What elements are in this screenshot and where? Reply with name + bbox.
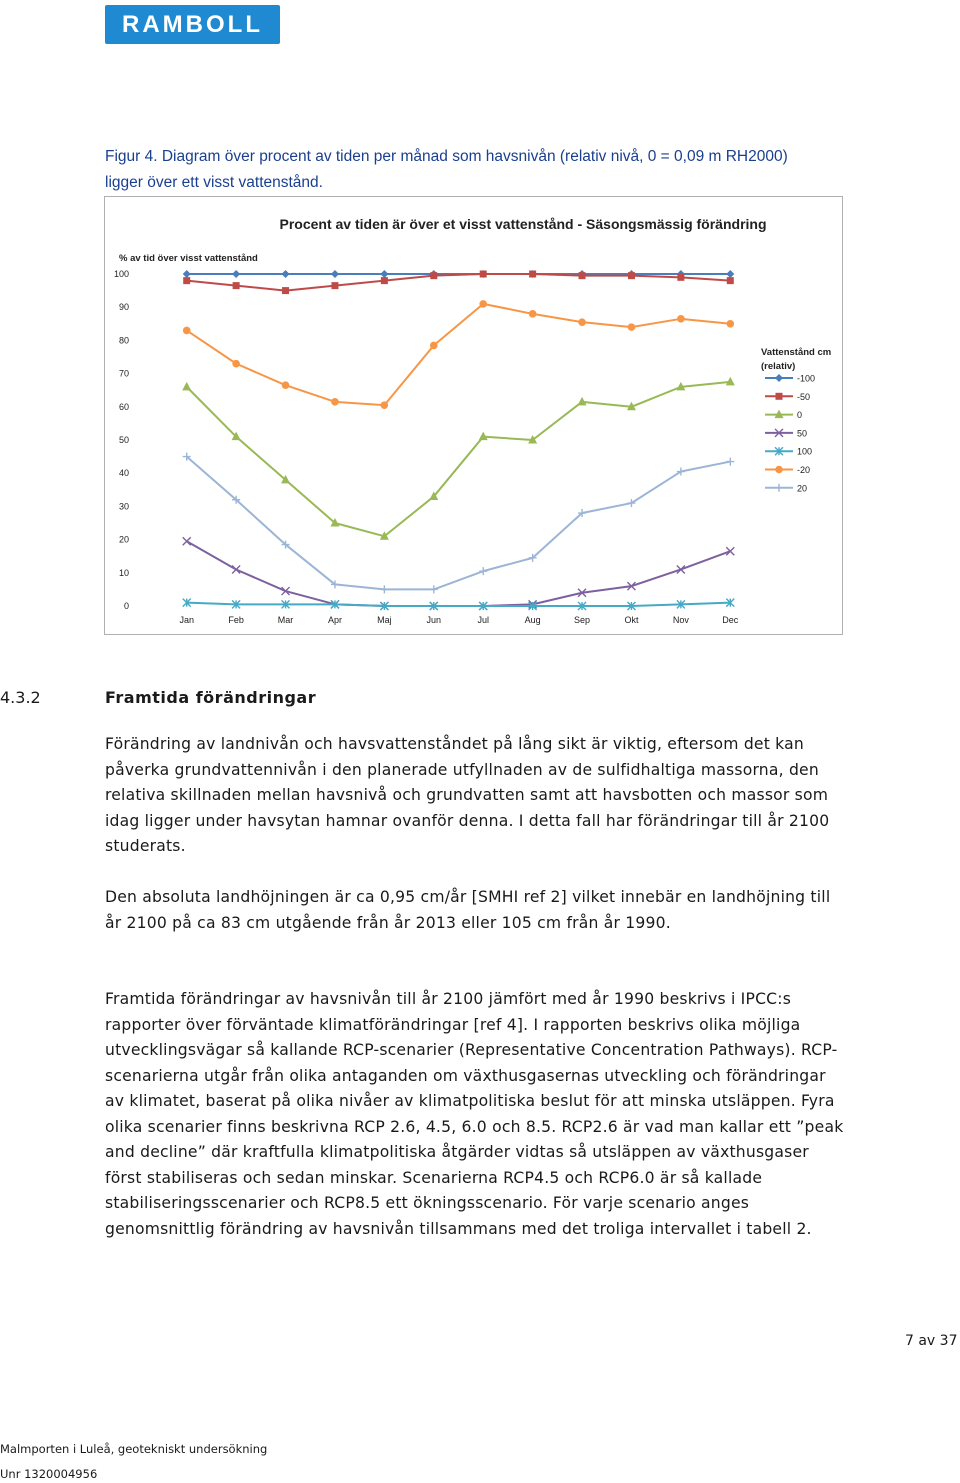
data-point	[430, 342, 438, 350]
x-tick-label: Jul	[477, 615, 489, 625]
data-point	[381, 401, 389, 409]
series-line	[187, 304, 731, 405]
legend-label: -50	[797, 391, 811, 402]
legend-item	[765, 410, 802, 421]
data-point	[529, 310, 537, 318]
x-tick-label: Feb	[228, 615, 244, 625]
series-line	[187, 382, 731, 536]
paragraph-3: Framtida förändringar av havsnivån till år 2100 jämfört med år 1990 beskrivs i IPCC:s rapporter över förväntade klimatförändringar [ref 4]. I rapporten beskrivs olika möjliga utvecklingsvägar så kallande RCP-scenarier (Representative Concentration Pathways). RCP-scenarierna utgår från olika antaganden om växthusgasernas utveckling och förändringar av klimatet, baserat på olika nivåer av klimatpolitiska beslut för att minska utsläppen. Fyra olika scenarier finns beskrivna RCP 2.6, 4.5, 6.0 och 8.5. RCP2.6 är vad man kallar ett ”peak and decline” där kraftfulla klimatpolitiska åtgärder vidtas så utsläppen av växthusgaser först stabiliseras och sedan minskar. Scenarierna RCP4.5 och RCP6.0 är så kallade stabiliseringsscenarier och RCP8.5 ett ökningsscenario. För varje scenario anges genomsnittlig förändring av havsnivån tillsammans med det troliga intervallet i tabell 2.	[105, 990, 844, 1238]
x-tick-label: Apr	[327, 615, 342, 625]
series-6	[183, 453, 735, 594]
data-point	[628, 272, 635, 279]
data-point	[183, 270, 191, 278]
x-tick-label: Aug	[524, 615, 541, 625]
data-point	[578, 318, 586, 326]
data-point	[430, 272, 437, 279]
paragraph-2: Den absoluta landhöjningen är ca 0,95 cm/år [SMHI ref 2] vilket innebär en landhöjning till år 2100 på ca 83 cm utgående från år 2013 eller 105 cm från år 1990.	[105, 888, 831, 932]
series-4	[183, 599, 735, 610]
legend-marker	[776, 393, 783, 400]
data-point	[479, 567, 487, 575]
x-tick-label: Sep	[574, 615, 591, 625]
legend-item	[765, 392, 810, 402]
y-tick-label: 60	[118, 401, 129, 412]
series-line	[187, 274, 731, 291]
y-tick-label: 10	[118, 567, 129, 578]
data-point	[430, 585, 438, 593]
logo-text: RAMBOLL	[122, 11, 263, 38]
data-point	[282, 287, 289, 294]
data-point	[182, 382, 191, 391]
data-point	[232, 565, 240, 573]
data-point	[578, 397, 587, 406]
data-point	[726, 270, 734, 278]
data-point	[380, 585, 388, 593]
series-line	[187, 457, 731, 590]
y-axis-label: % av tid över visst vattenstånd	[119, 253, 258, 264]
y-tick-label: 70	[118, 368, 129, 379]
section-number: 4.3.2	[0, 688, 41, 707]
data-point	[331, 282, 338, 289]
data-point	[677, 274, 684, 281]
page-number: 7 av 37	[905, 1333, 958, 1349]
data-point	[232, 360, 240, 368]
legend-item	[765, 428, 807, 438]
paragraph-1: Förändring av landnivån och havsvattenståndet på lång sikt är viktig, eftersom det kan påverka grundvattennivån i den planerade utfyllnaden av de sulfidhaltiga massorna, den relativa skillnaden mellan havsnivå och grundvatten samt att havsbotten och massor som idag ligger under havsytan hamnar ovanför denna. I detta fall har förändringar till år 2100 studerats.	[105, 735, 830, 855]
data-point	[233, 282, 240, 289]
figure-caption: Figur 4. Diagram över procent av tiden per månad som havsnivån (relativ nivå, 0 = 0,09 m RH2000) ligger över ett visst vattenstånd.	[105, 148, 788, 191]
section-title: Framtida förändringar	[105, 688, 317, 707]
footer-project: Malmporten i Luleå, geotekniskt undersökning	[0, 1442, 268, 1456]
data-point	[282, 381, 290, 389]
x-tick-label: Jun	[426, 615, 442, 625]
chart-frame	[104, 196, 843, 635]
data-point	[726, 458, 734, 466]
legend-label: 0	[797, 410, 803, 421]
data-point	[677, 315, 685, 323]
data-point	[380, 270, 388, 278]
data-point	[282, 270, 290, 278]
y-tick-label: 0	[123, 601, 129, 611]
y-tick-label: 90	[118, 302, 129, 313]
data-point	[726, 320, 734, 328]
data-point	[480, 271, 487, 278]
y-tick-label: 30	[118, 501, 129, 512]
legend-label: 100	[797, 446, 813, 457]
legend-label: 50	[797, 428, 808, 439]
data-point	[183, 537, 191, 545]
chart-title: Procent av tiden är över et visst vattenstånd - Säsongsmässig förändring	[279, 216, 767, 232]
data-point	[479, 300, 487, 308]
data-point	[726, 377, 735, 386]
series-3	[183, 537, 735, 610]
data-point	[183, 277, 190, 284]
x-tick-label: Mar	[277, 615, 294, 625]
x-tick-label: Okt	[624, 615, 639, 625]
x-tick-label: Nov	[672, 615, 689, 625]
legend-label: 20	[797, 483, 808, 494]
series-line	[187, 603, 731, 606]
series-5	[183, 300, 734, 409]
y-tick-label: 50	[118, 435, 129, 445]
data-point	[183, 327, 191, 335]
data-point	[529, 271, 536, 278]
x-tick-label: Maj	[377, 615, 392, 625]
y-tick-label: 40	[118, 468, 129, 479]
legend-title: Vattenstånd cm (relativ)	[761, 347, 832, 372]
line-chart	[105, 197, 842, 634]
x-tick-label: Dec	[722, 615, 739, 625]
series-line	[187, 541, 731, 606]
data-point	[381, 277, 388, 284]
legend-item	[765, 374, 815, 384]
data-point	[628, 323, 636, 331]
legend-marker	[775, 484, 783, 492]
data-point	[727, 277, 734, 284]
legend-label: -20	[797, 465, 811, 475]
legend-marker	[775, 466, 783, 474]
legend-item	[765, 465, 810, 475]
y-tick-label: 20	[118, 534, 129, 545]
y-tick-label: 100	[113, 269, 129, 279]
x-tick-label: Jan	[179, 615, 194, 625]
legend-item	[765, 483, 807, 493]
footer-document-number: Unr 1320004956	[0, 1467, 98, 1481]
legend-label: -100	[797, 373, 816, 384]
data-point	[232, 270, 240, 278]
legend-marker	[775, 374, 783, 382]
data-point	[331, 270, 339, 278]
data-point	[579, 272, 586, 279]
legend-item	[765, 447, 812, 457]
ramboll-logo	[105, 5, 280, 44]
y-tick-label: 80	[118, 335, 129, 346]
data-point	[331, 398, 339, 406]
series-2	[182, 377, 735, 540]
